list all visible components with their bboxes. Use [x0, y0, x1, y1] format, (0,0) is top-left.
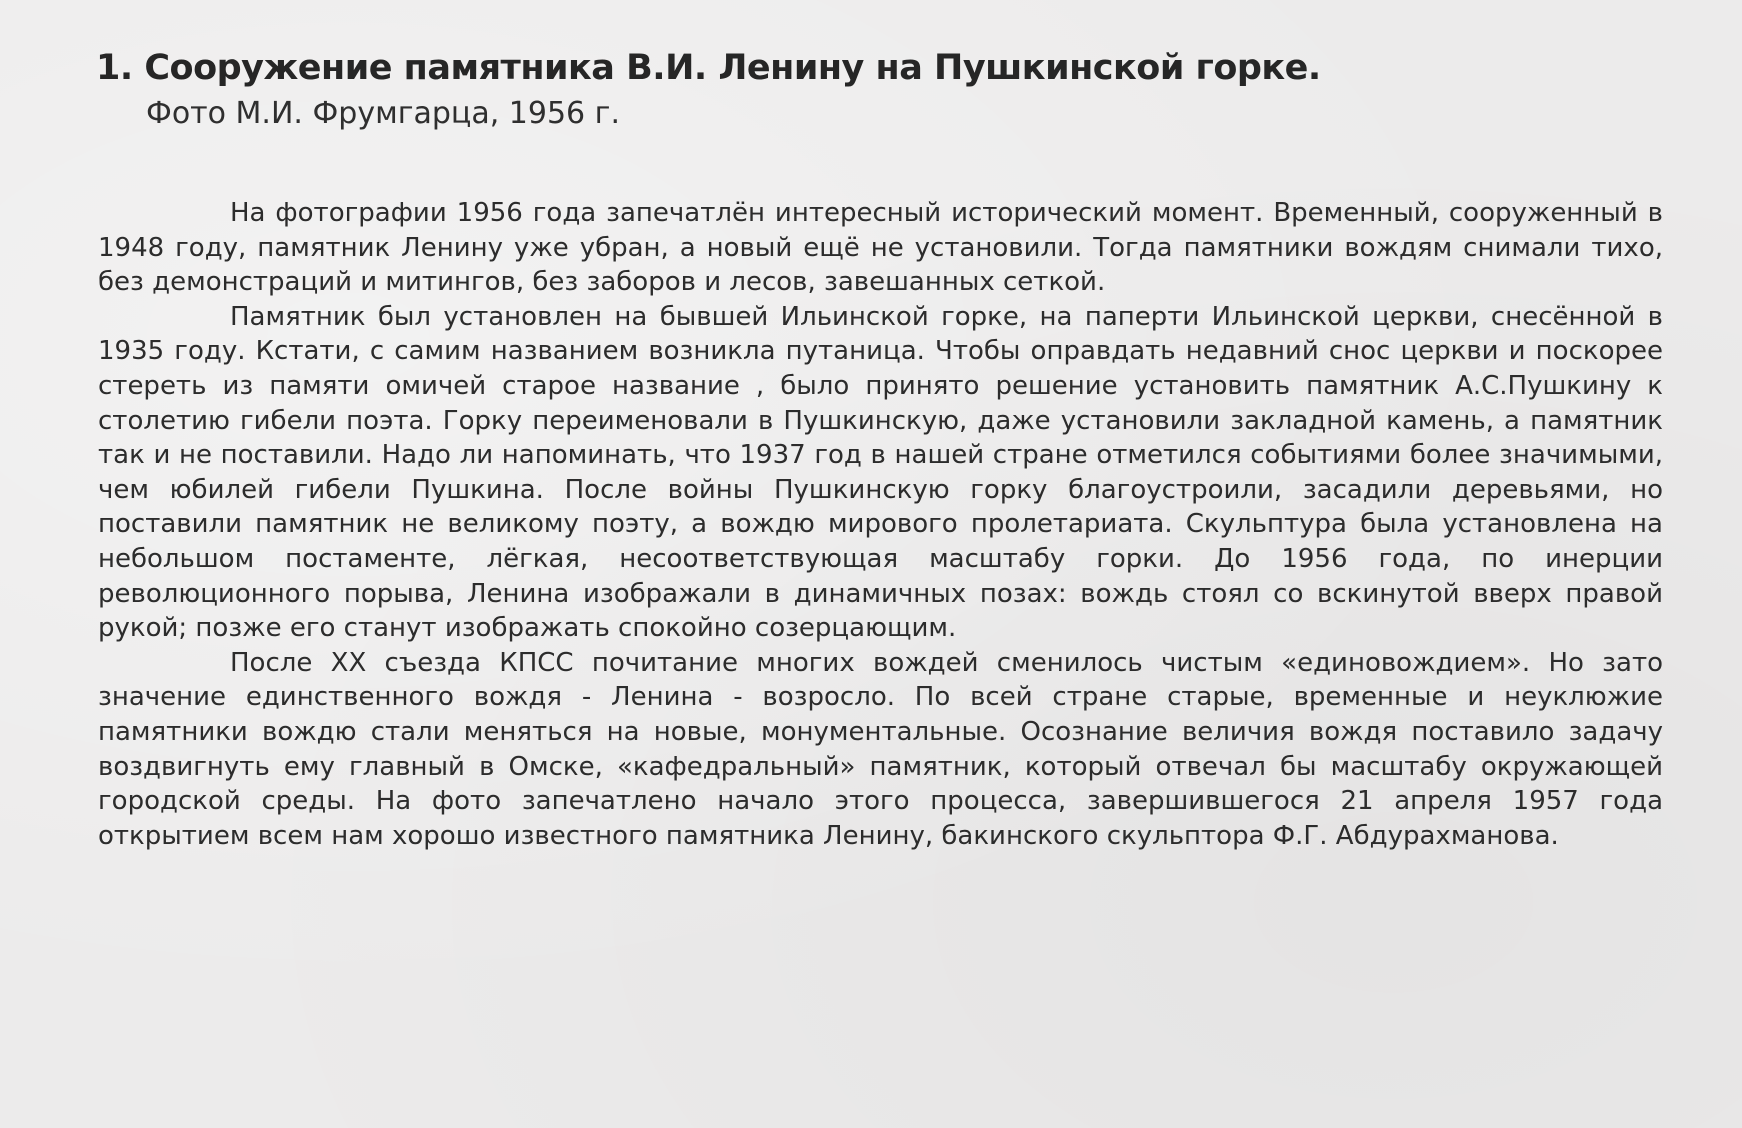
paragraph-3: После XX съезда КПСС почитание многих вождей сменилось чистым «единовождием». Но зато значение единственного вождя - Ленина - возросло. По всей стране старые, временные и неуклюжие памятники вождю стали меняться на новые, монументальные. Осознание величия вождя поставило задачу воздвигнуть ему главный в Омске, «кафедральный» памятник, который отвечал бы масштабу окружающей городской среды. На фото запечатлено начало этого процесса, завершившегося 21 апреля 1957 года открытием всем нам хорошо известного памятника Ленину, бакинского скульптора Ф.Г. Абдурахманова.	[98, 647, 1663, 851]
photo-credit: Фото М.И. Фрумгарца, 1956 г.	[146, 96, 620, 131]
paragraph-2: Памятник был установлен на бывшей Ильинской горке, на паперти Ильинской церкви, снесённой в 1935 году. Кстати, с самим названием возникла путаница. Чтобы оправдать недавний снос церкви и поскорее стереть из памяти омичей старое название , было принято решение установить памятник А.С.Пушкину к столетию гибели поэта. Горку переименовали в Пушкинскую, даже установили закладной камень, а памятник так и не поставили. Надо ли напоминать, что 1937 год в нашей стране отметился событиями более значимыми, чем юбилей гибели Пушкина. После войны Пушкинскую горку благоустроили, засадили деревьями, но поставили памятник не великому поэту, а вождю мирового пролетариата. Скульптура была установлена на небольшом постаменте, лёгкая, несоответствующая масштабу горки. До 1956 года, по инерции революционного порыва, Ленина изображали в динамичных позах: вождь стоял со вскинутой вверх правой рукой; позже его станут изображать спокойно созерцающим.	[98, 301, 1663, 644]
paragraph-1: На фотографии 1956 года запечатлён интересный исторический момент. Временный, сооруженный в 1948 году, памятник Ленину уже убран, а новый ещё не установили. Тогда памятники вождям снимали тихо, без демонстраций и митингов, без заборов и лесов, завешанных сеткой.	[98, 198, 1663, 298]
header	[96, 44, 1321, 136]
page-title: 1. Сооружение памятника В.И. Ленину на Пушкинской горке.	[96, 48, 1321, 88]
body-text	[98, 196, 1663, 853]
